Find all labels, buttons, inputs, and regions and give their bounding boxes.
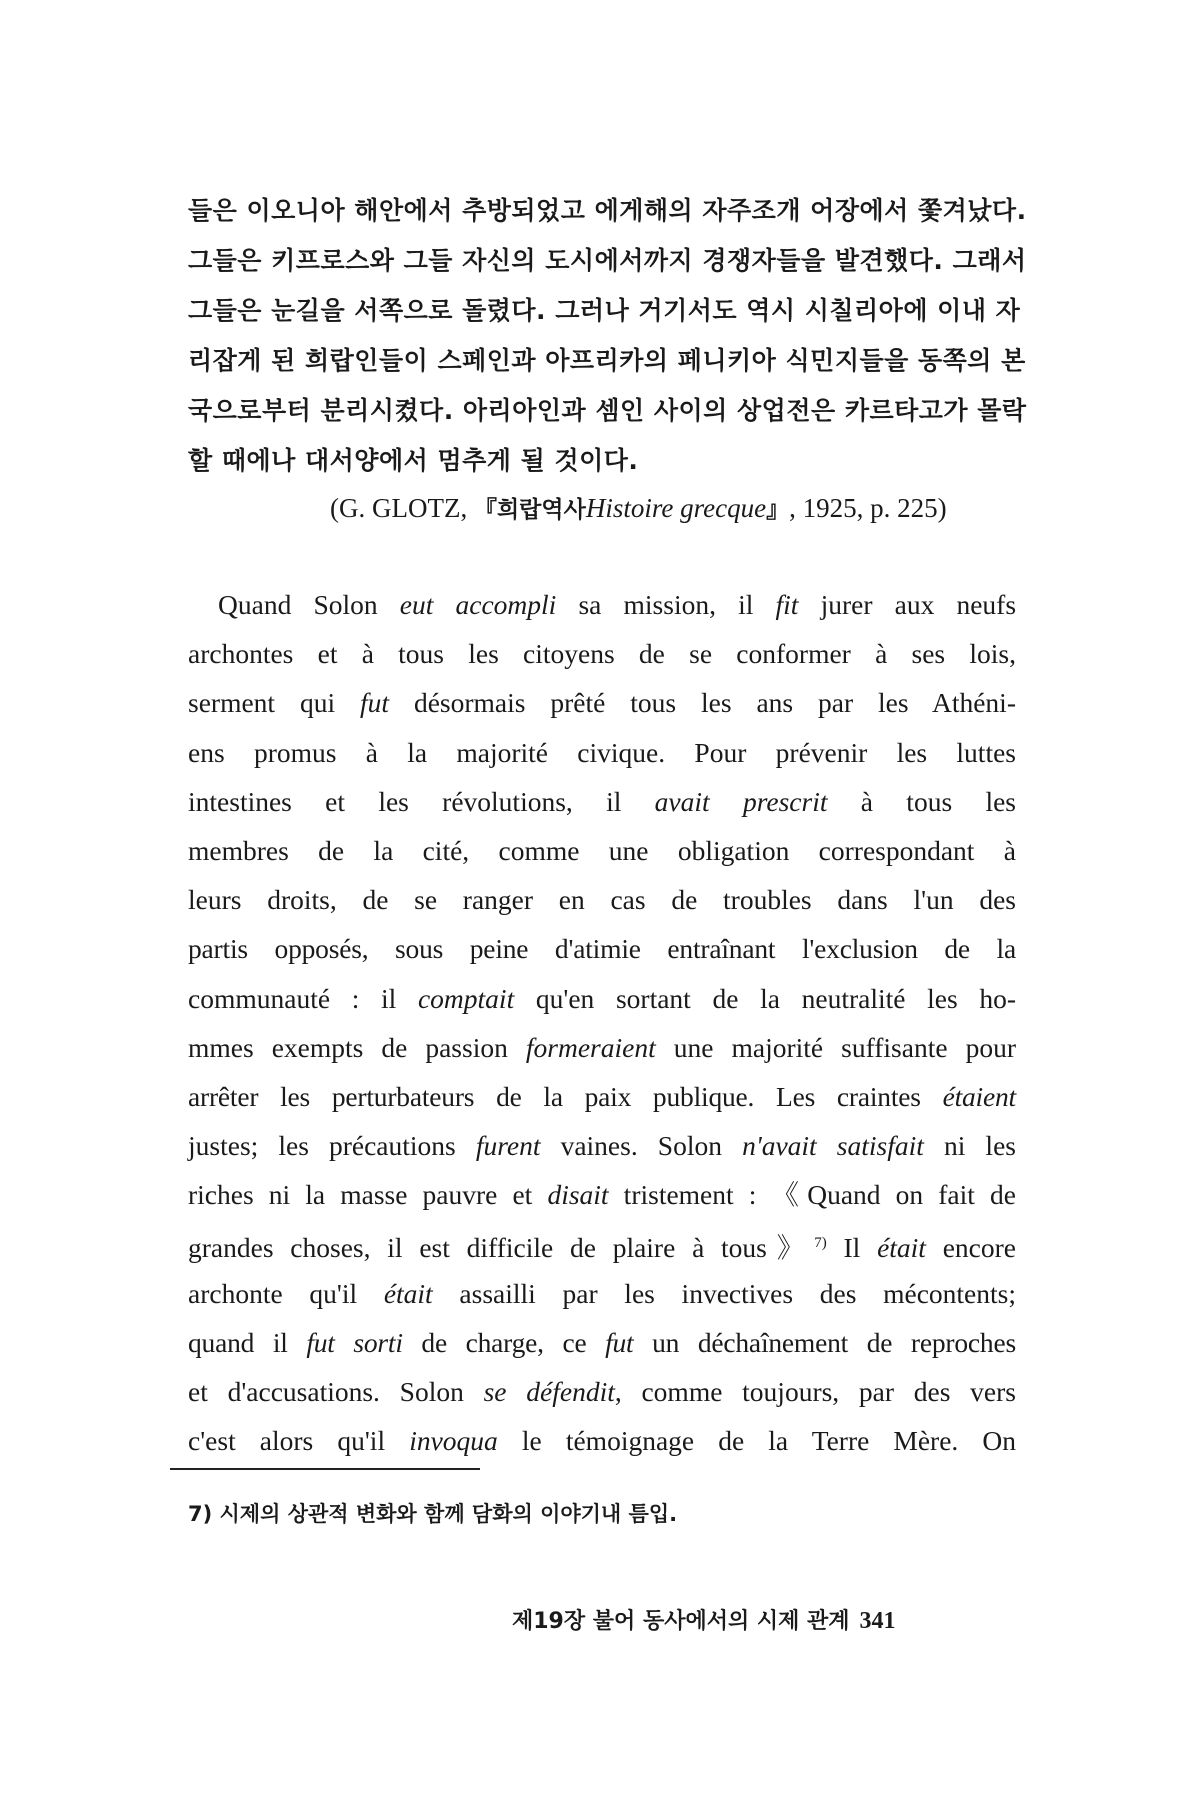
french-line: riches ni la masse pauvre et disait tristement : 《Quand on fait de [188,1179,1016,1211]
french-line: ens promus à la majorité civique. Pour prévenir les luttes [188,736,1016,768]
chapter-title: 제19장 불어 동사에서의 시제 관계 [512,1609,850,1634]
french-line: et d'accusations. Solon se défendit, comme toujours, par des vers [188,1376,1017,1407]
french-line: grandes choses, il est difficile de plaire à tous》$^{7)}$ Il était encore [188,1232,1017,1264]
korean-quote-paragraph [188,186,1027,486]
korean-line: 할 때에나 대서양에서 멈추게 될 것이다. [188,446,639,475]
footnote-marker: 7) [814,1235,827,1252]
source-citation: (G. GLOTZ, 『희랍역사Histoire grecque』, 1925, p. 225) [330,493,947,523]
korean-line: 그들은 키프로스와 그들 자신의 도시에서까지 경쟁자들을 발견했다. 그래서 [188,246,1027,275]
running-footer [512,1604,896,1635]
french-line: archonte qu'il était assailli par les invectives des mécontents; [188,1277,1016,1309]
korean-line: 들은 이오니아 해안에서 추방되었고 에게해의 자주조개 어장에서 쫓겨났다. [188,196,1027,225]
french-line: intestines et les révolutions, il avait prescrit à tous les [188,785,1016,817]
french-line: partis opposés, sous peine d'atimie entraînant l'exclusion de la [188,933,1016,965]
footnote: 7) 시제의 상관적 변화와 함께 담화의 이야기내 틈입. [188,1502,678,1526]
french-line: serment qui fut désormais prêté tous les ans par les Athéni- [188,687,1016,719]
korean-line: 리잡게 된 희랍인들이 스페인과 아프리카의 페니키아 식민지들을 동쪽의 본 [188,346,1026,375]
korean-line: 국으로부터 분리시켰다. 아리아인과 셈인 사이의 상업전은 카르타고가 몰락 [188,396,1027,425]
french-line: leurs droits, de se ranger en cas de troubles dans l'un des [188,884,1016,916]
french-line: justes; les précautions furent vaines. Solon n'avait satisfait ni les [188,1130,1016,1162]
page-number: 341 [859,1608,896,1634]
french-line: quand il fut sorti de charge, ce fut un déchaînement de reproches [188,1326,1016,1358]
french-line: membres de la cité, comme une obligation correspondant à [188,834,1016,866]
french-line: archontes et à tous les citoyens de se conformer à ses lois, [188,638,1016,670]
french-line: communauté : il comptait qu'en sortant de la neutralité les ho- [188,982,1016,1014]
french-line: Quand Solon eut accompli sa mission, il fit jurer aux neufs [218,589,1017,620]
korean-line: 그들은 눈길을 서쪽으로 돌렸다. 그러나 거기서도 역시 시칠리아에 이내 자 [188,296,1021,325]
french-line: c'est alors qu'il invoqua le témoignage de la Terre Mère. On [188,1425,1016,1457]
korean-book-title: 『희랍역사 [473,497,586,523]
french-example-paragraph [188,580,1016,1465]
french-line: mmes exempts de passion formeraient une majorité suffisante pour [188,1031,1016,1063]
french-line: arrêter les perturbateurs de la paix publique. Les craintes étaient [188,1080,1016,1112]
french-book-title: Histoire grecque [585,493,767,523]
footnote-divider [170,1468,480,1470]
